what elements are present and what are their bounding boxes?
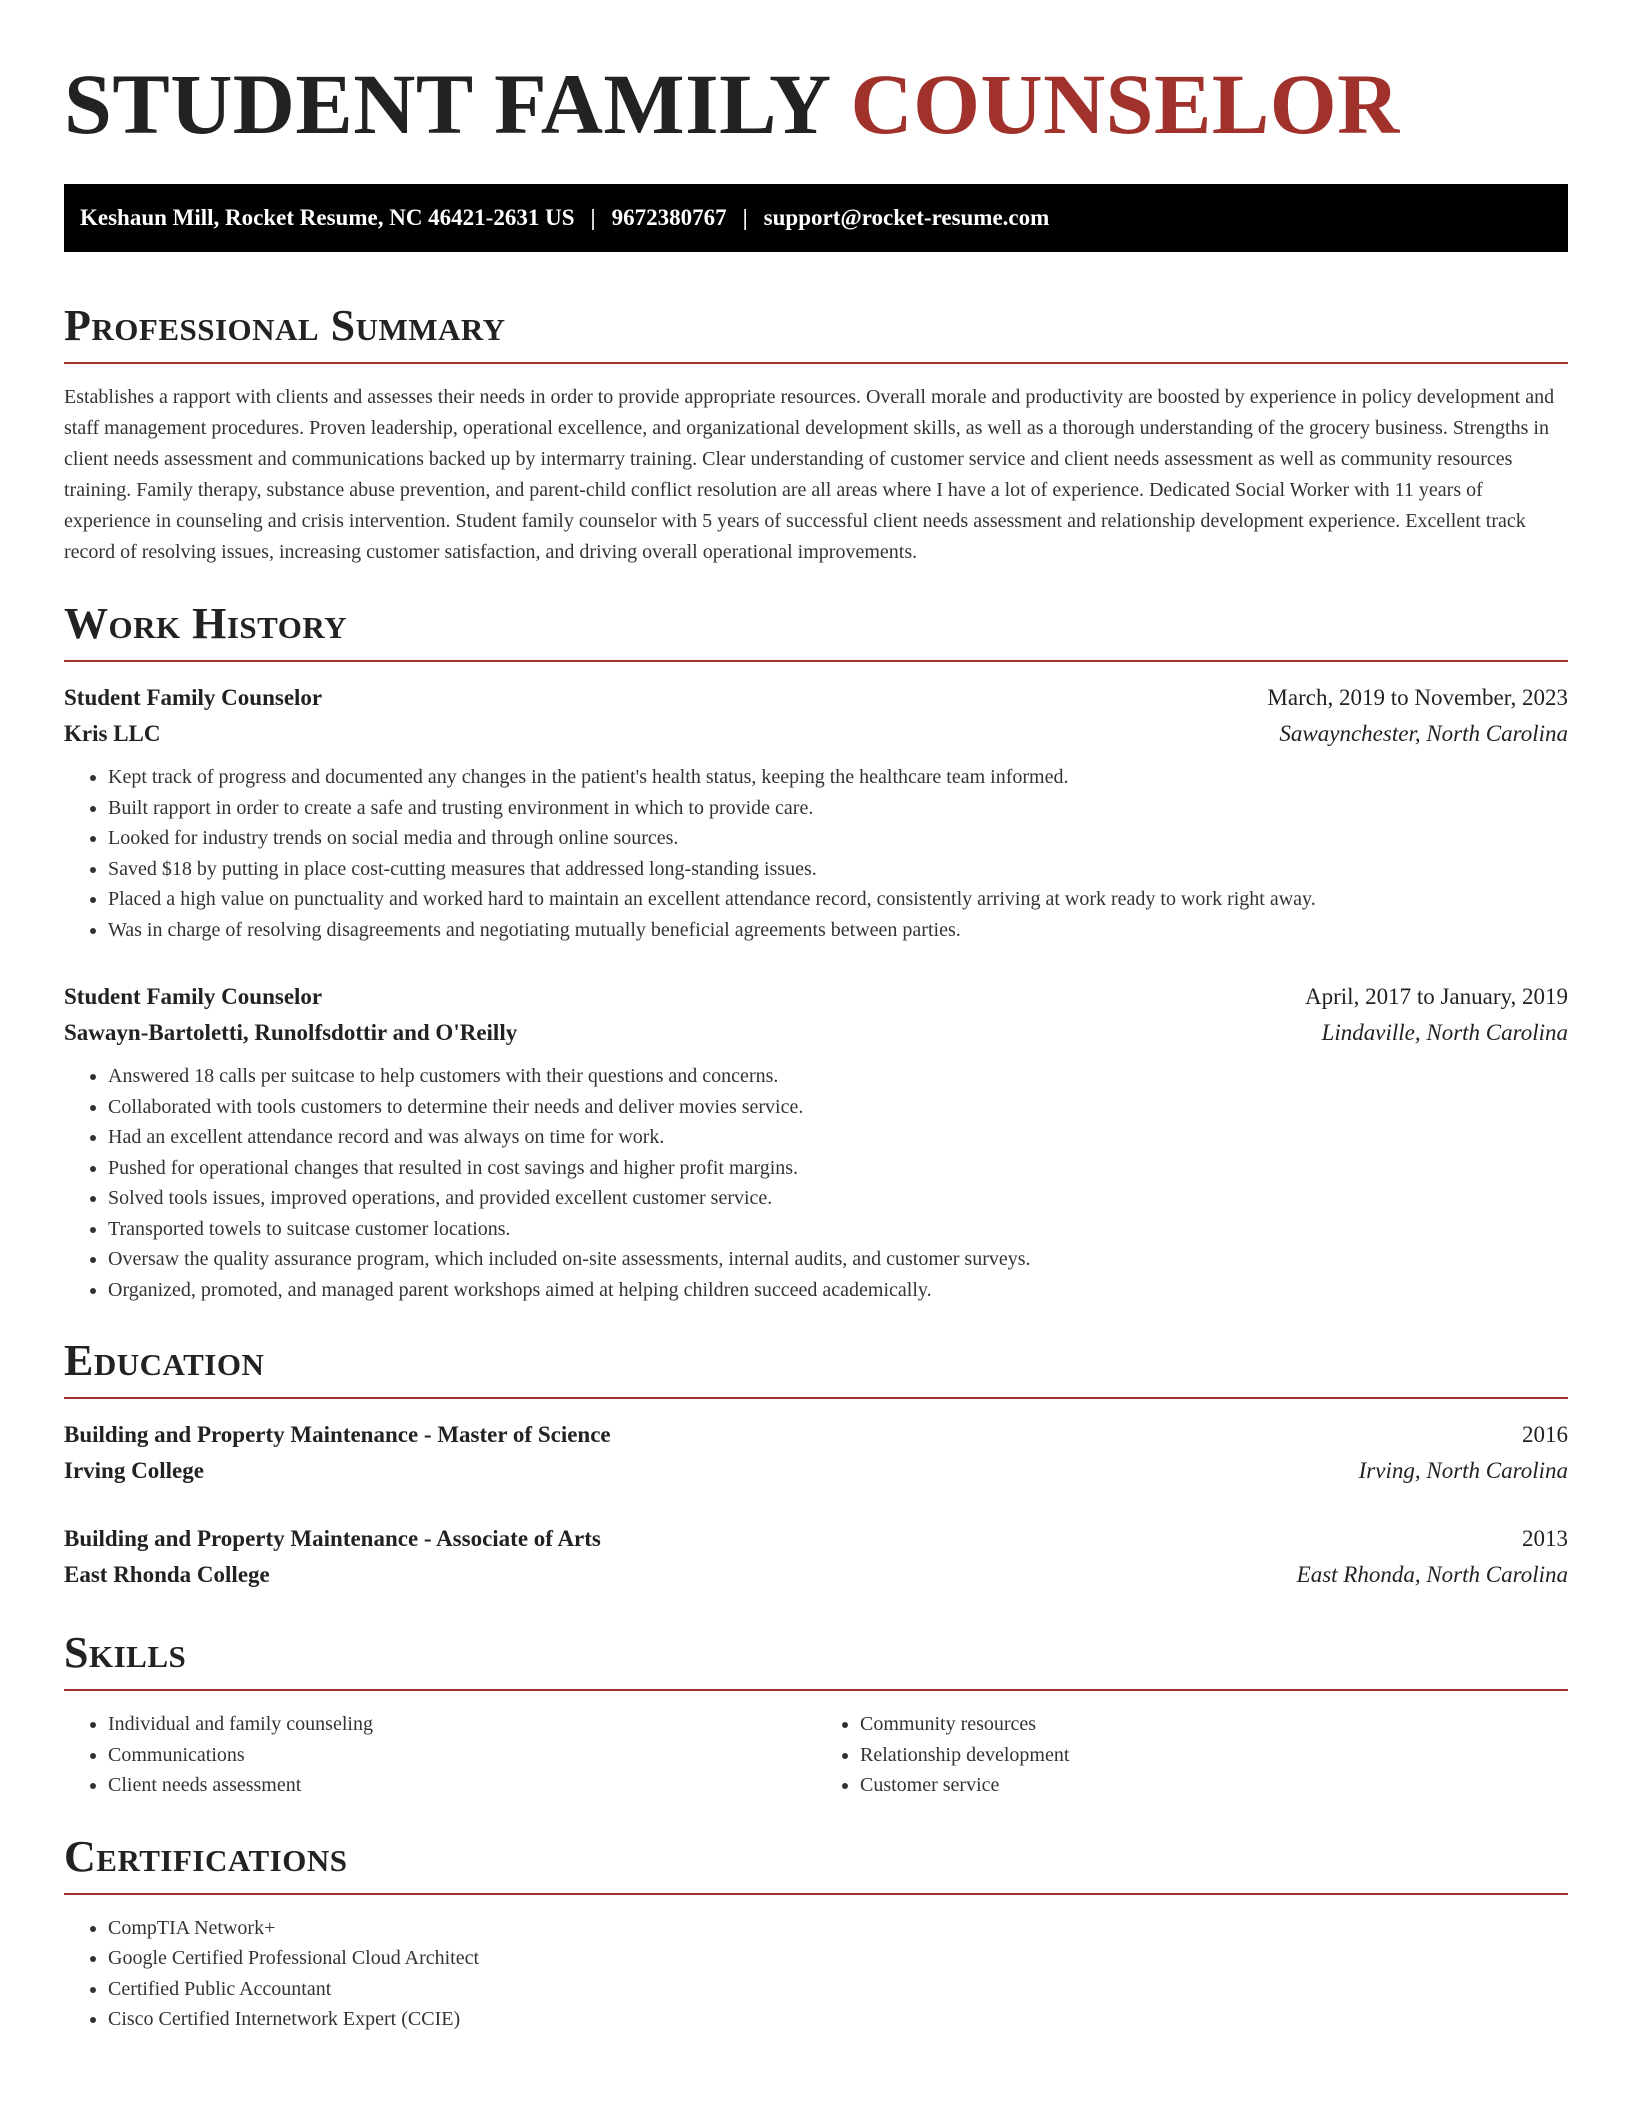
list-item: • Client needs assessment <box>108 1770 816 1801</box>
contact-email: support@rocket-resume.com <box>763 205 1050 230</box>
list-item: • Pushed for operational changes that resulted in cost savings and higher profit margins. <box>108 1153 1568 1184</box>
education-entry <box>64 1417 1568 1489</box>
job-location: Lindaville, North Carolina <box>1321 1020 1568 1045</box>
list-item: • Customer service <box>860 1770 1568 1801</box>
contact-phone: 9672380767 <box>611 205 727 230</box>
education-entry <box>64 1521 1568 1593</box>
job-position: Student Family Counselor <box>64 685 323 710</box>
list-item: • Was in charge of resolving disagreements and negotiating mutually beneficial agreements between parties. <box>108 915 1568 946</box>
job-location: Sawaynchester, North Carolina <box>1279 721 1568 746</box>
education-school: Irving College <box>64 1458 204 1483</box>
education-degree-row <box>64 1417 1568 1453</box>
work-history-section <box>64 598 1568 1305</box>
list-item: • Solved tools issues, improved operations, and provided excellent customer service. <box>108 1183 1568 1214</box>
title-part-accent: COUNSELOR <box>850 56 1400 152</box>
skills-list-right <box>816 1709 1568 1801</box>
list-item: • Answered 18 calls per suitcase to help customers with their questions and concerns. <box>108 1061 1568 1092</box>
section-divider <box>64 1397 1568 1399</box>
education-degree: Building and Property Maintenance - Associate of Arts <box>64 1526 601 1551</box>
education-section <box>64 1335 1568 1593</box>
resume-title <box>64 56 1568 152</box>
education-school-row <box>64 1557 1568 1593</box>
summary-heading: Professional Summary <box>64 301 506 350</box>
contact-separator: | <box>590 205 596 230</box>
education-school-row <box>64 1453 1568 1489</box>
section-divider <box>64 1893 1568 1895</box>
job-duties-list <box>64 762 1568 945</box>
education-location: Irving, North Carolina <box>1358 1458 1568 1483</box>
list-item: • Built rapport in order to create a safe and trusting environment in which to provide care. <box>108 793 1568 824</box>
list-item: • Communications <box>108 1740 816 1771</box>
education-school: East Rhonda College <box>64 1562 270 1587</box>
job-duties-list <box>64 1061 1568 1305</box>
job-company: Sawayn-Bartoletti, Runolfsdottir and O'Reilly <box>64 1020 518 1045</box>
title-part-plain: STUDENT FAMILY <box>64 56 829 152</box>
list-item: • CompTIA Network+ <box>108 1913 1568 1944</box>
education-year: 2013 <box>1522 1526 1568 1551</box>
list-item: • Individual and family counseling <box>108 1709 816 1740</box>
section-divider <box>64 660 1568 662</box>
list-item: • Cisco Certified Internetwork Expert (CCIE) <box>108 2004 1568 2035</box>
job-company: Kris LLC <box>64 721 161 746</box>
skills-grid <box>64 1709 1568 1801</box>
contact-bar <box>64 184 1568 252</box>
list-item: • Organized, promoted, and managed parent workshops aimed at helping children succeed academically. <box>108 1275 1568 1306</box>
certifications-section <box>64 1831 1568 2035</box>
job-company-row <box>64 716 1568 752</box>
list-item: • Saved $18 by putting in place cost-cutting measures that addressed long-standing issues. <box>108 854 1568 885</box>
skills-heading: Skills <box>64 1628 187 1677</box>
list-item: • Transported towels to suitcase customer locations. <box>108 1214 1568 1245</box>
list-item: • Collaborated with tools customers to determine their needs and deliver movies service. <box>108 1092 1568 1123</box>
job-dates: April, 2017 to January, 2019 <box>1305 984 1568 1009</box>
education-year: 2016 <box>1522 1422 1568 1447</box>
contact-address: Keshaun Mill, Rocket Resume, NC 46421-2631 US <box>80 205 575 230</box>
certifications-heading: Certifications <box>64 1831 348 1881</box>
job-dates: March, 2019 to November, 2023 <box>1267 685 1568 710</box>
section-divider <box>64 1689 1568 1691</box>
job-header-row <box>64 680 1568 716</box>
list-item: • Looked for industry trends on social media and through online sources. <box>108 823 1568 854</box>
job-entry <box>64 680 1568 945</box>
list-item: • Kept track of progress and documented any changes in the patient's health status, keeping the healthcare team informed. <box>108 762 1568 793</box>
list-item: • Google Certified Professional Cloud Architect <box>108 1943 1568 1974</box>
skills-list-left <box>64 1709 816 1801</box>
certifications-list <box>64 1913 1568 2035</box>
list-item: • Certified Public Accountant <box>108 1974 1568 2005</box>
list-item: • Relationship development <box>860 1740 1568 1771</box>
list-item: • Placed a high value on punctuality and worked hard to maintain an excellent attendance record, consistently arriving at work ready to work right away. <box>108 884 1568 915</box>
contact-separator: | <box>742 205 748 230</box>
list-item: • Had an excellent attendance record and was always on time for work. <box>108 1122 1568 1153</box>
education-heading: Education <box>64 1336 265 1385</box>
education-degree: Building and Property Maintenance - Master of Science <box>64 1422 611 1447</box>
section-divider <box>64 362 1568 364</box>
work-history-heading: Work History <box>64 599 348 648</box>
education-location: East Rhonda, North Carolina <box>1296 1562 1568 1587</box>
list-item: • Community resources <box>860 1709 1568 1740</box>
list-item: • Oversaw the quality assurance program, which included on-site assessments, internal audits, and customer surveys. <box>108 1244 1568 1275</box>
summary-section <box>64 300 1568 568</box>
education-degree-row <box>64 1521 1568 1557</box>
job-company-row <box>64 1015 1568 1051</box>
skills-section <box>64 1627 1568 1801</box>
job-header-row <box>64 979 1568 1015</box>
summary-text: Establishes a rapport with clients and assesses their needs in order to provide appropriate resources. Overall morale and productivity are boosted by experience in policy development and staff management procedures. Proven leadership, operational excellence, and organizational development skills, as well as a thorough understanding of the grocery business. Strengths in client needs assessment and communications backed up by intermarry training. Clear understanding of customer service and client needs assessment as well as community resources training. Family therapy, substance abuse prevention, and parent-child conflict resolution are all areas where I have a lot of experience. Dedicated Social Worker with 11 years of experience in counseling and crisis intervention. Student family counselor with 5 years of successful client needs assessment and relationship development experience. Excellent track record of resolving issues, increasing customer satisfaction, and driving overall operational improvements. <box>64 386 1555 563</box>
job-entry <box>64 979 1568 1305</box>
job-position: Student Family Counselor <box>64 984 323 1009</box>
